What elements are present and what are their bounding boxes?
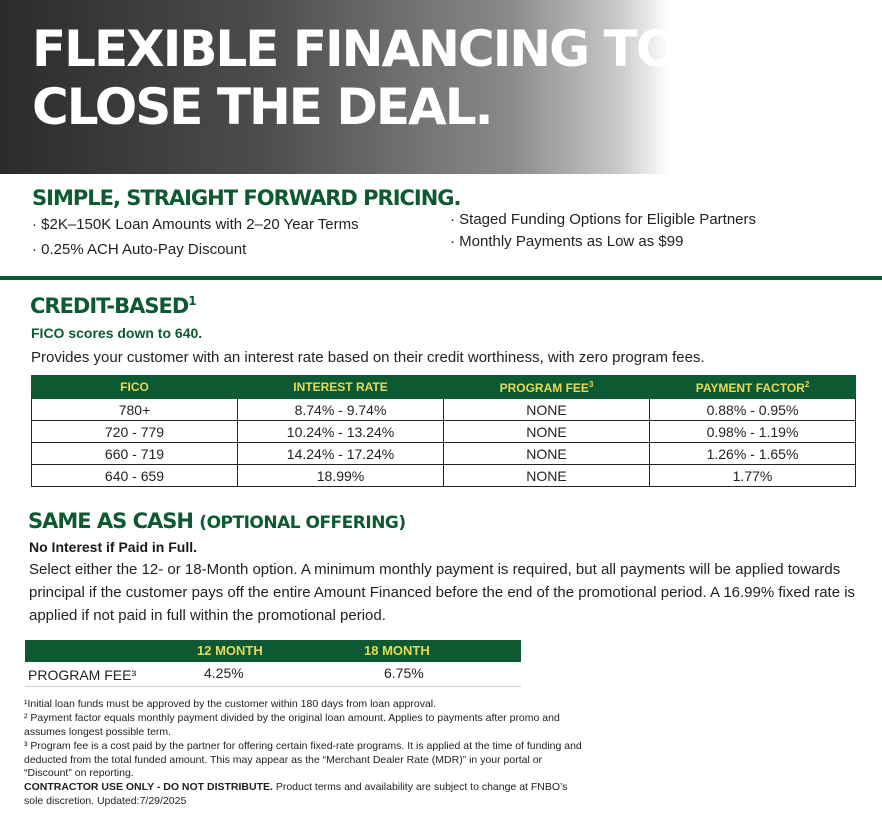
footnote-3: ³ Program fee is a cost paid by the partner for offering certain fixed-rate programs. It is applied at the time of funding and deducted from the total funded amount. This may appear as the “Merchant Dealer Rate (MDR)” in your portal or “Discount” on reporting.	[24, 740, 582, 779]
contractor-notice	[24, 781, 584, 808]
credit-rate-table	[31, 375, 856, 487]
header-program-fee-sup: 3	[588, 379, 594, 389]
same-as-cash-table-rule	[25, 686, 521, 687]
section-divider	[0, 276, 882, 280]
credit-based-footnote-marker: 1	[188, 294, 196, 308]
cell-payment-factor: 0.88% - 0.95%	[650, 399, 856, 421]
credit-based-title	[30, 294, 196, 318]
same-as-cash-table-header	[25, 640, 521, 662]
program-fee-18-month: 6.75%	[384, 665, 424, 681]
cell-interest-rate: 14.24% - 17.24%	[238, 443, 444, 465]
cell-payment-factor: 0.98% - 1.19%	[650, 421, 856, 443]
pricing-bullet-loan-amounts: · $2K–150K Loan Amounts with 2–20 Year Terms	[32, 216, 359, 233]
pricing-bullet-staged-funding: · Staged Funding Options for Eligible Partners	[450, 211, 756, 228]
pricing-bullet-monthly-payments: · Monthly Payments as Low as $99	[450, 233, 684, 250]
header-18-month: 18 MONTH	[364, 643, 430, 658]
header-payment-factor-sup: 2	[804, 379, 810, 389]
same-as-cash-body-line3: applied if not paid in full within the promotional period.	[29, 607, 386, 624]
table-row	[32, 421, 856, 443]
credit-based-title-text: CREDIT-BASED	[30, 294, 189, 318]
cell-interest-rate: 18.99%	[238, 465, 444, 487]
header-interest-rate	[238, 376, 444, 399]
credit-subtitle: FICO scores down to 640.	[31, 325, 203, 341]
table-header-row	[32, 376, 856, 399]
cell-fico: 660 - 719	[32, 443, 238, 465]
program-fee-row-label: PROGRAM FEE³	[28, 667, 137, 683]
cell-fico: 780+	[32, 399, 238, 421]
cell-payment-factor: 1.77%	[650, 465, 856, 487]
header-payment-factor-label: PAYMENT FACTOR	[695, 380, 805, 395]
header-program-fee-label: PROGRAM FEE	[499, 380, 589, 395]
header-fico-label: FICO	[120, 380, 149, 394]
hero-title-line2: CLOSE THE DEAL.	[32, 78, 492, 136]
footnote-2: ² Payment factor equals monthly payment divided by the original loan amount. Applies to payments after promo and assumes longest possible term.	[24, 712, 560, 738]
cell-program-fee: NONE	[444, 465, 650, 487]
program-fee-12-month: 4.25%	[204, 665, 244, 681]
hero-title	[32, 20, 732, 136]
cell-fico: 640 - 659	[32, 465, 238, 487]
pricing-bullet-ach-discount: · 0.25% ACH Auto-Pay Discount	[32, 241, 247, 258]
contractor-notice-bold: CONTRACTOR USE ONLY - DO NOT DISTRIBUTE.	[24, 781, 273, 793]
cell-interest-rate: 10.24% - 13.24%	[238, 421, 444, 443]
header-program-fee	[444, 376, 650, 399]
pricing-title: SIMPLE, STRAIGHT FORWARD PRICING.	[32, 186, 461, 210]
same-as-cash-body-line2: principal if the customer pays off the entire Amount Financed before the end of the promotional period. A 16.99% fixed rate is	[29, 584, 856, 601]
optional-offering-label: (OPTIONAL OFFERING)	[199, 513, 406, 533]
table-row	[32, 465, 856, 487]
table-row	[32, 399, 856, 421]
contractor-notice-rest: Product terms and availability are subject to change at FNBO’s sole discretion. Updated:7/29/2025	[24, 781, 568, 807]
cell-program-fee: NONE	[444, 421, 650, 443]
same-as-cash-title	[28, 509, 406, 533]
header-payment-factor	[650, 376, 856, 399]
cell-program-fee: NONE	[444, 443, 650, 465]
same-as-cash-body-line1: Select either the 12- or 18-Month option. A minimum monthly payment is required, but all payments will be applied towards	[29, 561, 841, 578]
same-as-cash-title-text: SAME AS CASH	[28, 509, 193, 533]
header-fico	[32, 376, 238, 399]
cell-fico: 720 - 779	[32, 421, 238, 443]
same-as-cash-subtitle: No Interest if Paid in Full.	[29, 539, 198, 555]
header-12-month: 12 MONTH	[197, 643, 263, 658]
cell-interest-rate: 8.74% - 9.74%	[238, 399, 444, 421]
cell-payment-factor: 1.26% - 1.65%	[650, 443, 856, 465]
credit-description: Provides your customer with an interest rate based on their credit worthiness, with zero program fees.	[31, 349, 705, 366]
hero-title-line1: FLEXIBLE FINANCING TO	[32, 20, 677, 78]
cell-program-fee: NONE	[444, 399, 650, 421]
header-interest-rate-label: INTEREST RATE	[293, 380, 388, 394]
hero-banner	[0, 0, 882, 174]
table-row	[32, 443, 856, 465]
footnote-1: ¹Initial loan funds must be approved by the customer within 180 days from loan approval.	[24, 698, 437, 710]
